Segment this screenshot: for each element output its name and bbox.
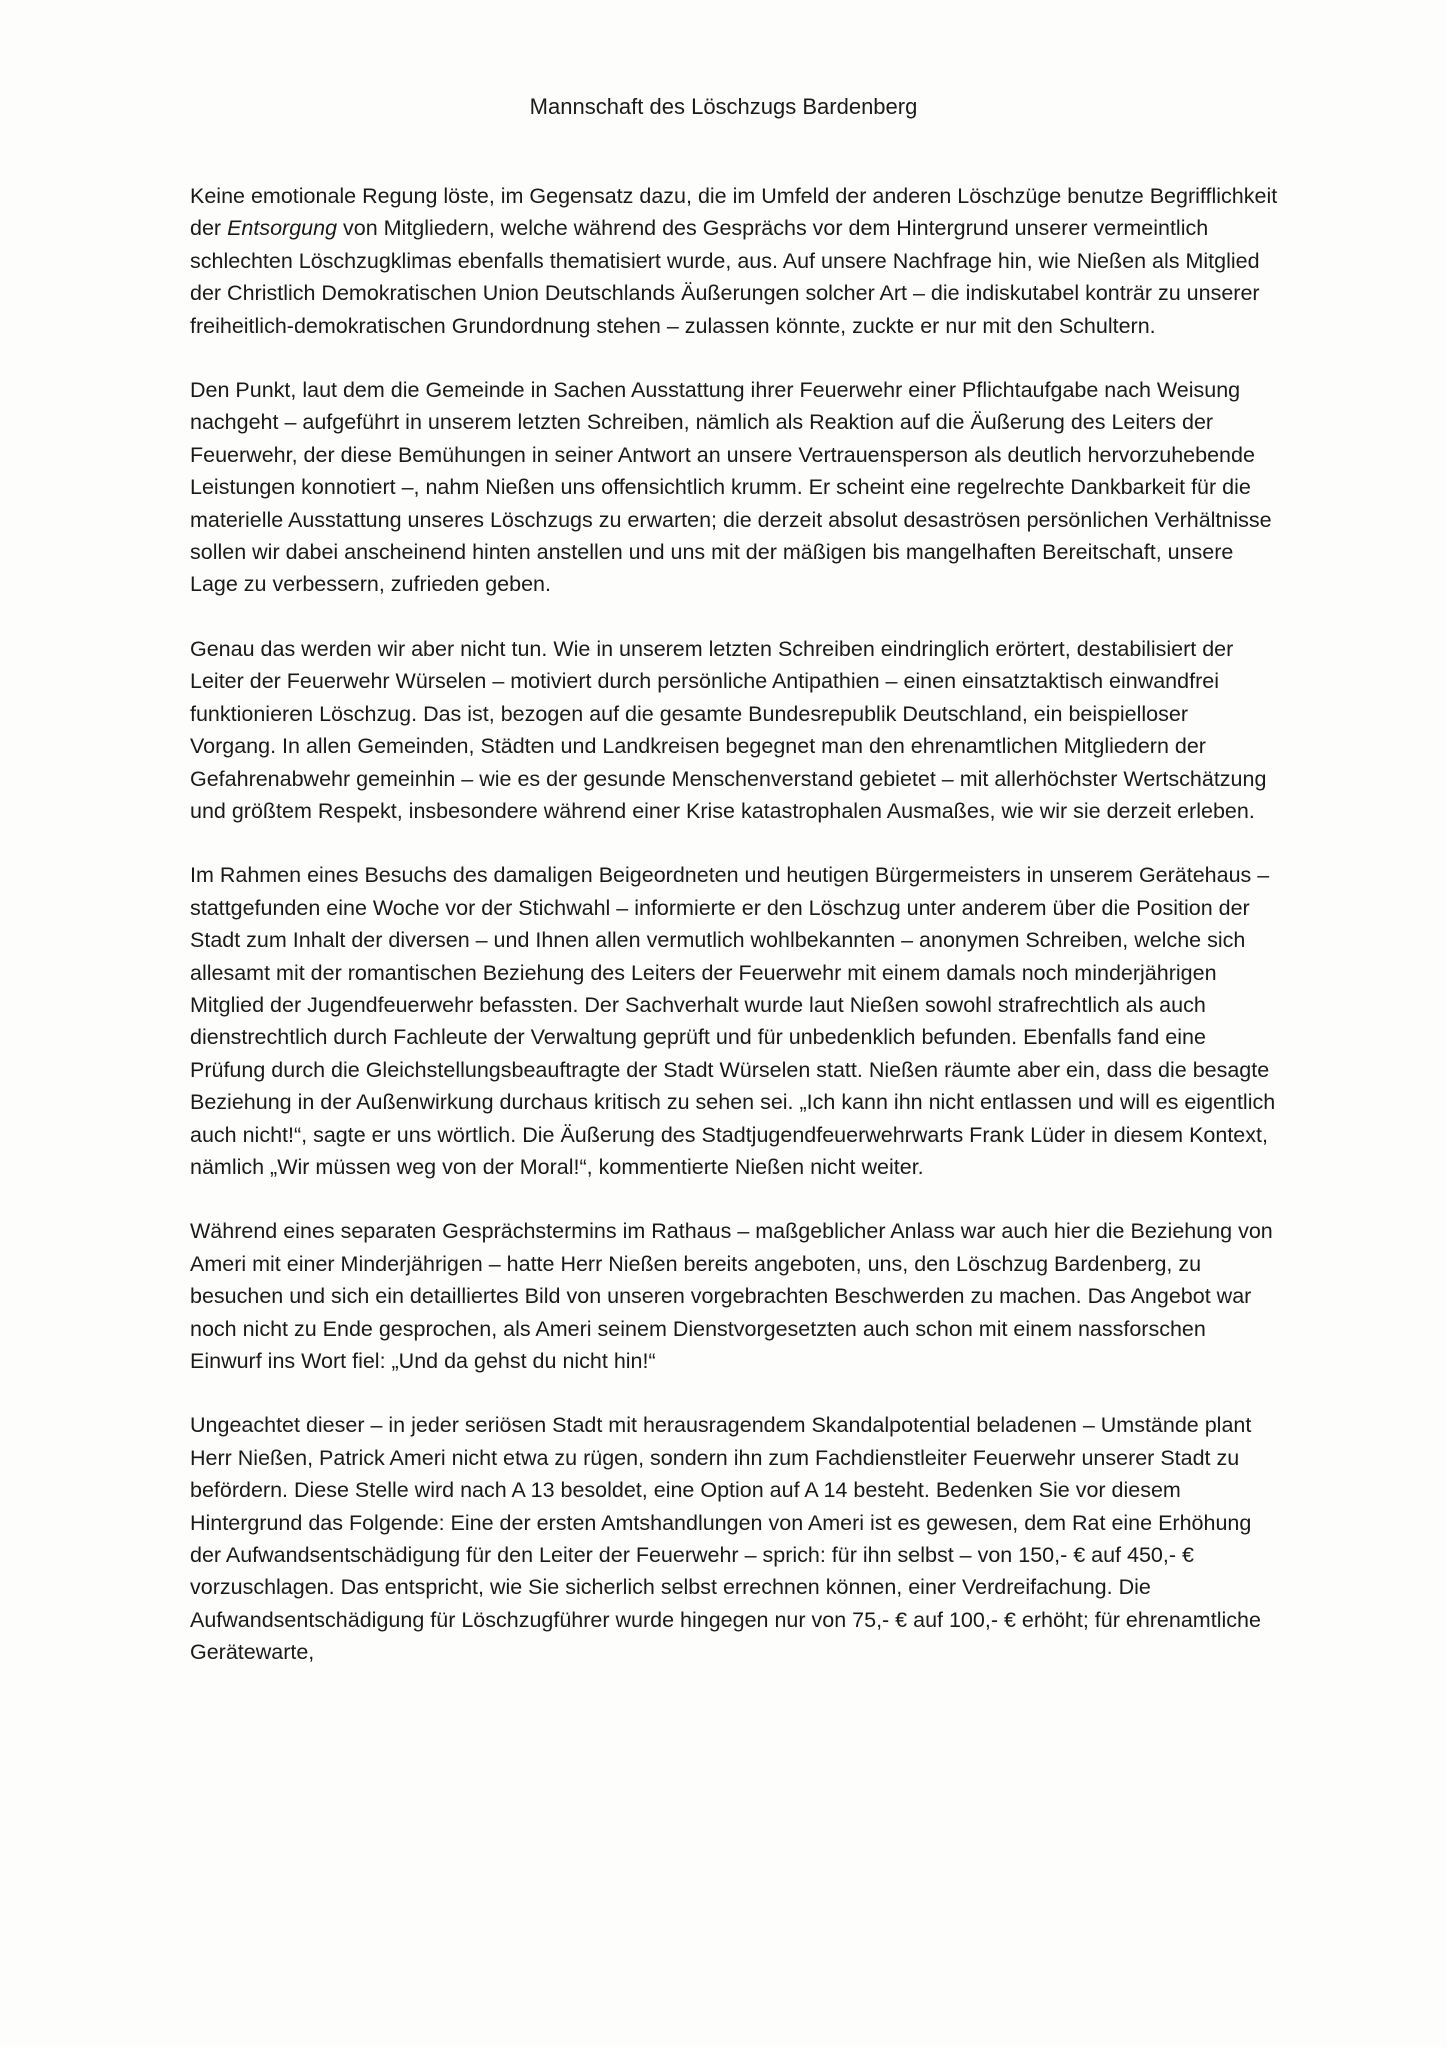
paragraph-1-text-start: Keine emotionale Regung löste, im Gegensatz dazu, die im Umfeld der anderen Löschzüge benutze Begrifflichkeit der [190,184,1278,241]
document-title: Mannschaft des Löschzugs Bardenberg [529,94,918,119]
paragraph-1-text-end: von Mitgliedern, welche während des Gesprächs vor dem Hintergrund unserer vermeintlich schlechten Löschzugklimas ebenfalls thematisiert wurde, aus. Auf unsere Nachfrage hin, wie Nießen als Mitglied der Christlich Demokratischen Union Deutschlands Äußerungen solcher Art – die indiskutabel konträr zu unserer freiheitlich-demokratischen Grundordnung stehen – zulassen könnte, zuckte er nur mit den Schultern. [190,216,1260,338]
paragraph-5: Während eines separaten Gesprächstermins im Rathaus – maßgeblicher Anlass war auch hier die Beziehung von Ameri mit einer Minderjährigen – hatte Herr Nießen bereits angeboten, uns, den Löschzug Bardenberg, zu besuchen und sich ein detailliertes Bild von unseren vorgebrachten Beschwerden zu machen. Das Angebot war noch nicht zu Ende gesprochen, als Ameri seinem Dienstvorgesetzten auch schon mit einem nassforschen Einwurf ins Wort fiel: „Und da gehst du nicht hin!“ [190,1219,1273,1373]
paragraph-3: Genau das werden wir aber nicht tun. Wie in unserem letzten Schreiben eindringlich erörtert, destabilisiert der Leiter der Feuerwehr Würselen – motiviert durch persönliche Antipathien – einen einsatztaktisch einwandfrei funktionieren Löschzug. Das ist, bezogen auf die gesamte Bundesrepublik Deutschland, ein beispielloser Vorgang. In allen Gemeinden, Städten und Landkreisen begegnet man den ehrenamtlichen Mitgliedern der Gefahrenabwehr gemeinhin – wie es der gesunde Menschenverstand gebietet – mit allerhöchster Wertschätzung und größtem Respekt, insbesondere während einer Krise katastrophalen Ausmaßes, wie wir sie derzeit erleben. [190,636,1267,823]
document-body [190,180,1280,1701]
paragraph-1-emphasis: Entsorgung [227,216,338,241]
paragraph-2: Den Punkt, laut dem die Gemeinde in Sachen Ausstattung ihrer Feuerwehr einer Pflichtaufgabe nach Weisung nachgeht – aufgeführt in unserem letzten Schreiben, nämlich als Reaktion auf die Äußerung des Leiters der Feuerwehr, der diese Bemühungen in seiner Antwort an unsere Vertrauensperson als deutlich hervorzuhebende Leistungen konnotiert –, nahm Nießen uns offensichtlich krumm. Er scheint eine regelrechte Dankbarkeit für die materielle Ausstattung unseres Löschzugs zu erwarten; die derzeit absolut desaströsen persönlichen Verhältnisse sollen wir dabei anscheinend hinten anstellen und uns mit der mäßigen bis mangelhaften Bereitschaft, unsere Lage zu verbessern, zufrieden geben. [190,378,1272,597]
paragraph-4: Im Rahmen eines Besuchs des damaligen Beigeordneten und heutigen Bürgermeisters in unserem Gerätehaus – stattgefunden eine Woche vor der Stichwahl – informierte er den Löschzug unter anderem über die Position der Stadt zum Inhalt der diversen – und Ihnen allen vermutlich wohlbekannten – anonymen Schreiben, welche sich allesamt mit der romantischen Beziehung des Leiters der Feuerwehr mit einem damals noch minderjährigen Mitglied der Jugendfeuerwehr befassten. Der Sachverhalt wurde laut Nießen sowohl strafrechtlich als auch dienstrechtlich durch Fachleute der Verwaltung geprüft und für unbedenklich befunden. Ebenfalls fand eine Prüfung durch die Gleichstellungsbeauftragte der Stadt Würselen statt. Nießen räumte aber ein, dass die besagte Beziehung in der Außenwirkung durchaus kritisch zu sehen sei. „Ich kann ihn nicht entlassen und will es eigentlich auch nicht!“, sagte er uns wörtlich. Die Äußerung des Stadtjugendfeuerwehrwarts Frank Lüder in diesem Kontext, nämlich „Wir müssen weg von der Moral!“, kommentierte Nießen nicht weiter. [190,863,1276,1179]
paragraph-6: Ungeachtet dieser – in jeder seriösen Stadt mit herausragendem Skandalpotential beladenen – Umstände plant Herr Nießen, Patrick Ameri nicht etwa zu rügen, sondern ihn zum Fachdienstleiter Feuerwehr unserer Stadt zu befördern. Diese Stelle wird nach A 13 besoldet, eine Option auf A 14 besteht. Bedenken Sie vor diesem Hintergrund das Folgende: Eine der ersten Amtshandlungen von Ameri ist es gewesen, dem Rat eine Erhöhung der Aufwandsentschädigung für den Leiter der Feuerwehr – sprich: für ihn selbst – von 150,- € auf 450,- € vorzuschlagen. Das entspricht, wie Sie sicherlich selbst errechnen können, einer Verdreifachung. Die Aufwandsentschädigung für Löschzugführer wurde hingegen nur von 75,- € auf 100,- € erhöht; für ehrenamtliche Gerätewarte, [190,1413,1261,1665]
paragraph-1 [190,180,1280,342]
